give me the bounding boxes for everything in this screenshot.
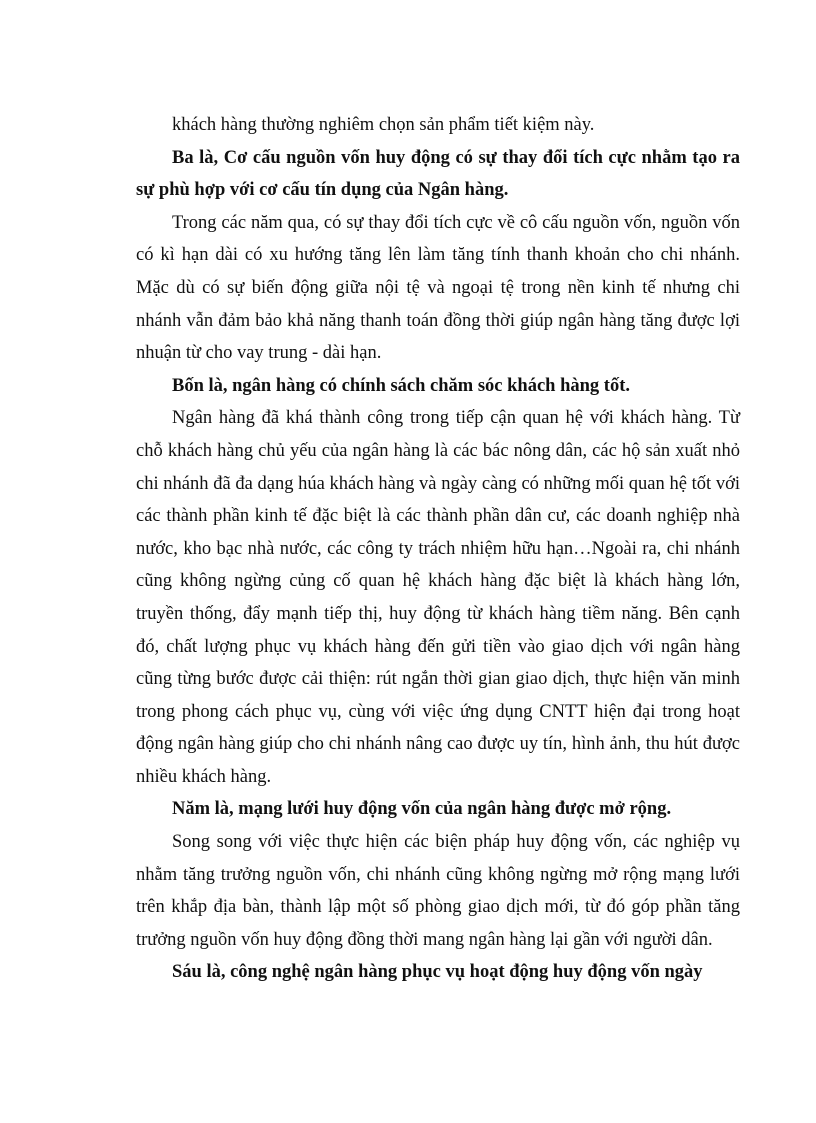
- heading-bon-la: Bốn là, ngân hàng có chính sách chăm sóc khách hàng tốt.: [172, 375, 630, 396]
- paragraph-co-cau-nguon-von: Trong các năm qua, có sự thay đổi tích cực về cô cấu nguồn vốn, nguồn vốn có kì hạn dài có xu hướng tăng lên làm tăng tính thanh khoản cho chi nhánh. Mặc dù có sự biến động giữa nội tệ và ngoại tệ trong nền kinh tế nhưng chi nhánh vẫn đảm bảo khả năng thanh toán đồng thời giúp ngân hàng tăng được lợi nhuận từ cho vay trung - dài hạn.: [136, 212, 740, 364]
- heading-nam-la: Năm là, mạng lưới huy động vốn của ngân hàng được mở rộng.: [172, 799, 672, 820]
- heading-sau-la: Sáu là, công nghệ ngân hàng phục vụ hoạt động huy động vốn ngày: [172, 962, 703, 983]
- paragraph-cham-soc-khach-hang: Ngân hàng đã khá thành công trong tiếp cận quan hệ với khách hàng. Từ chỗ khách hàng chủ yếu của ngân hàng là các bác nông dân, các hộ sản xuất nhỏ chi nhánh đã đa dạng húa khách hàng và ngày càng có những mối quan hệ tốt với các thành phần kinh tế đặc biệt là các thành phần dân cư, các doanh nghiệp nhà nước, kho bạc nhà nước, các công ty trách nhiệm hữu hạn…Ngoài ra, chi nhánh cũng không ngừng củng cố quan hệ khách hàng đặc biệt là khách hàng lớn, truyền thống, đẩy mạnh tiếp thị, huy động từ khách hàng tiềm năng. Bên cạnh đó, chất lượng phục vụ khách hàng đến gửi tiền vào giao dịch với ngân hàng cũng từng bước được cải thiện: rút ngắn thời gian giao dịch, thực hiện văn minh trong phong cách phục vụ, cùng với việc ứng dụng CNTT hiện đại trong hoạt động ngân hàng giúp cho chi nhánh nâng cao được uy tín, hình ảnh, thu hút được nhiều khách hàng.: [136, 408, 740, 787]
- document-body: [136, 109, 740, 989]
- heading-ba-la: Ba là, Cơ cấu nguồn vốn huy động có sự thay đổi tích cực nhằm tạo ra sự phù hợp với cơ cấu tín dụng của Ngân hàng.: [136, 147, 740, 201]
- paragraph-mang-luoi: Song song với việc thực hiện các biện pháp huy động vốn, các nghiệp vụ nhằm tăng trưởng nguồn vốn, chi nhánh cũng không ngừng mở rộng mạng lưới trên khắp địa bàn, thành lập một số phòng giao dịch mới, từ đó góp phần tăng trưởng nguồn vốn huy động đồng thời mang ngân hàng lại gần với người dân.: [136, 832, 740, 950]
- paragraph-continuation: khách hàng thường nghiêm chọn sản phẩm tiết kiệm này.: [172, 115, 595, 135]
